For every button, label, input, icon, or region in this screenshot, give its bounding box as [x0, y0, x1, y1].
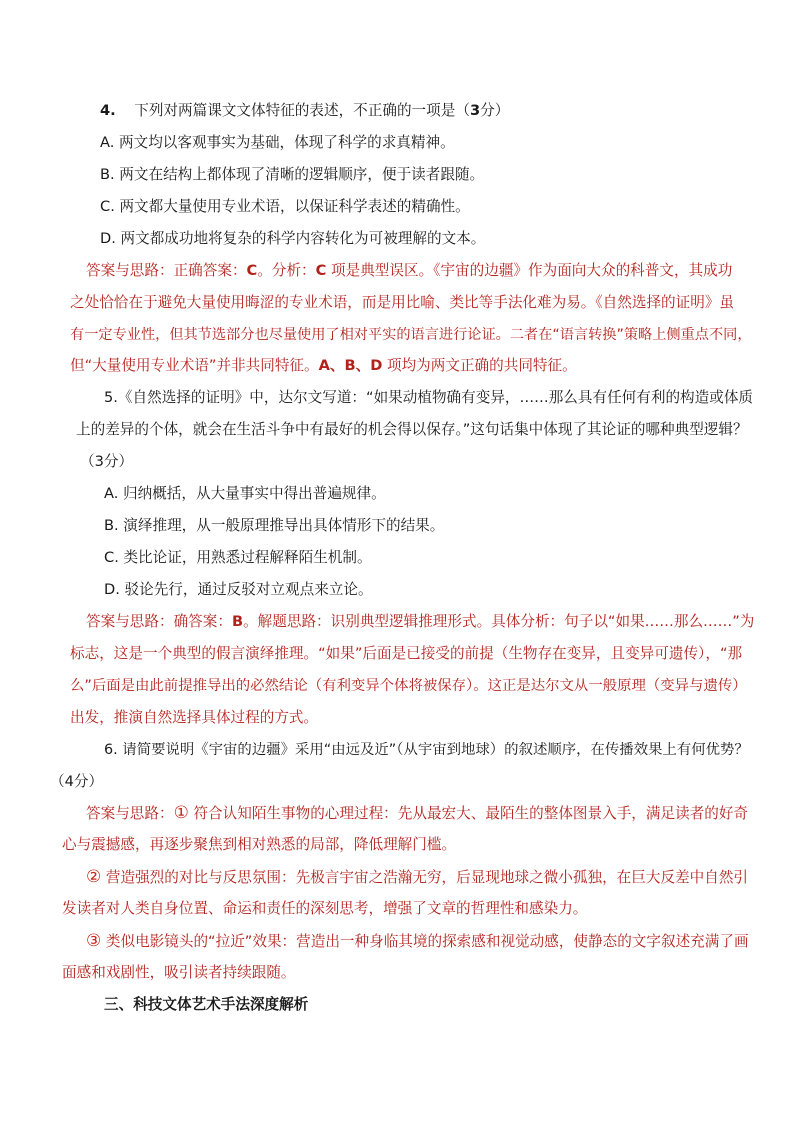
q4-answer-line-3: 有一定专业性，但其节选部分也尽量使用了相对平实的语言进行论证。二者在“语言转换”策略上侧重点不同， [70, 327, 752, 343]
q4-answer-line-1: 答案与思路：正确答案：C。分析：C 项是典型误区。《宇宙的边疆》作为面向大众的科普文，其成功 [86, 262, 733, 279]
point-3-marker: ③ [86, 931, 102, 951]
point-1-marker: ① [173, 803, 189, 823]
q4-number: 4. [100, 102, 116, 119]
q4-option-b: B. 两文在结构上都体现了清晰的逻辑顺序，便于读者跟随。 [100, 166, 485, 183]
q6-answer-point-1: 答案与思路：① 符合认知陌生事物的心理过程：先从最宏大、最陌生的整体图景入手，满足读者的好奇 [86, 803, 749, 823]
q6-answer-point-3-cont: 面感和戏剧性，吸引读者持续跟随。 [62, 964, 296, 981]
q5-answer-line-4: 出发，推演自然选择具体过程的方式。 [70, 709, 319, 726]
q5-option-a: A. 归纳概括，从大量事实中得出普遍规律。 [104, 485, 386, 502]
q5-option-b: B. 演绎推理，从一般原理推导出具体情形下的结果。 [104, 517, 445, 534]
q4-option-d: D. 两文都成功地将复杂的科学内容转化为可被理解的文本。 [100, 230, 486, 247]
section-3-heading: 三、科技文体艺术手法深度解析 [104, 996, 309, 1013]
q5-answer-line-1: 答案与思路：确答案：B。解题思路：识别典型逻辑推理形式。具体分析：句子以“如果……那么……”为 [86, 613, 755, 630]
q4-option-c: C. 两文都大量使用专业术语，以保证科学表述的精确性。 [100, 198, 470, 215]
q4-answer-line-4: 但“大量使用专业术语”并非共同特征。A、B、D 项均为两文正确的共同特征。 [70, 357, 577, 374]
q5-answer-line-3: 么”后面是由此前提推导出的必然结论（有利变异个体将被保存）。这正是达尔文从一般原理（变异与遗传） [70, 678, 747, 694]
q5-option-d: D. 驳论先行，通过反驳对立观点来立论。 [104, 581, 373, 598]
q5-option-c: C. 类比论证，用熟悉过程解释陌生机制。 [104, 549, 372, 566]
q4-option-a: A. 两文均以客观事实为基础，体现了科学的求真精神。 [100, 134, 455, 151]
q5-answer-line-2: 标志，这是一个典型的假言演绎推理。“如果”后面是已接受的前提（生物存在变异，且变异可遗传），“那 [70, 645, 743, 662]
point-2-marker: ② [86, 867, 102, 887]
q5-stem-line-1: 5.《自然选择的证明》中，达尔文写道：“如果动植物确有变异，……那么具有任何有利的构造或体质 [104, 389, 754, 406]
q6-answer-point-2: ② 营造强烈的对比与反思氛围：先极言宇宙之浩瀚无穷，后显现地球之微小孤独，在巨大反差中自然引 [86, 867, 749, 887]
q4-answer-line-2: 之处恰恰在于避免大量使用晦涩的专业术语，而是用比喻、类比等手法化难为易。《自然选择的证明》虽 [70, 294, 735, 311]
q6-stem: 6. 请简要说明《宇宙的边疆》采用“由远及近”（从宇宙到地球）的叙述顺序，在传播效果上有何优势？ [104, 742, 749, 758]
q4-stem: 4. 下列对两篇课文文体特征的表述，不正确的一项是（3分） [100, 102, 510, 119]
q5-score: （3分） [80, 453, 134, 470]
q6-score: （4分） [50, 773, 104, 790]
q6-answer-point-1-cont: 心与震撼感，再逐步聚焦到相对熟悉的局部，降低理解门槛。 [62, 836, 457, 853]
q5-stem-line-2: 上的差异的个体，就会在生活斗争中有最好的机会得以保存。”这句话集中体现了其论证的哪种典型逻辑？ [76, 421, 748, 438]
q6-answer-point-3: ③ 类似电影镜头的“拉近”效果：营造出一种身临其境的探索感和视觉动感，使静态的文字叙述充满了画 [86, 931, 749, 951]
q6-answer-point-2-cont: 发读者对人类自身位置、命运和责任的深刻思考，增强了文章的哲理性和感染力。 [62, 900, 588, 917]
